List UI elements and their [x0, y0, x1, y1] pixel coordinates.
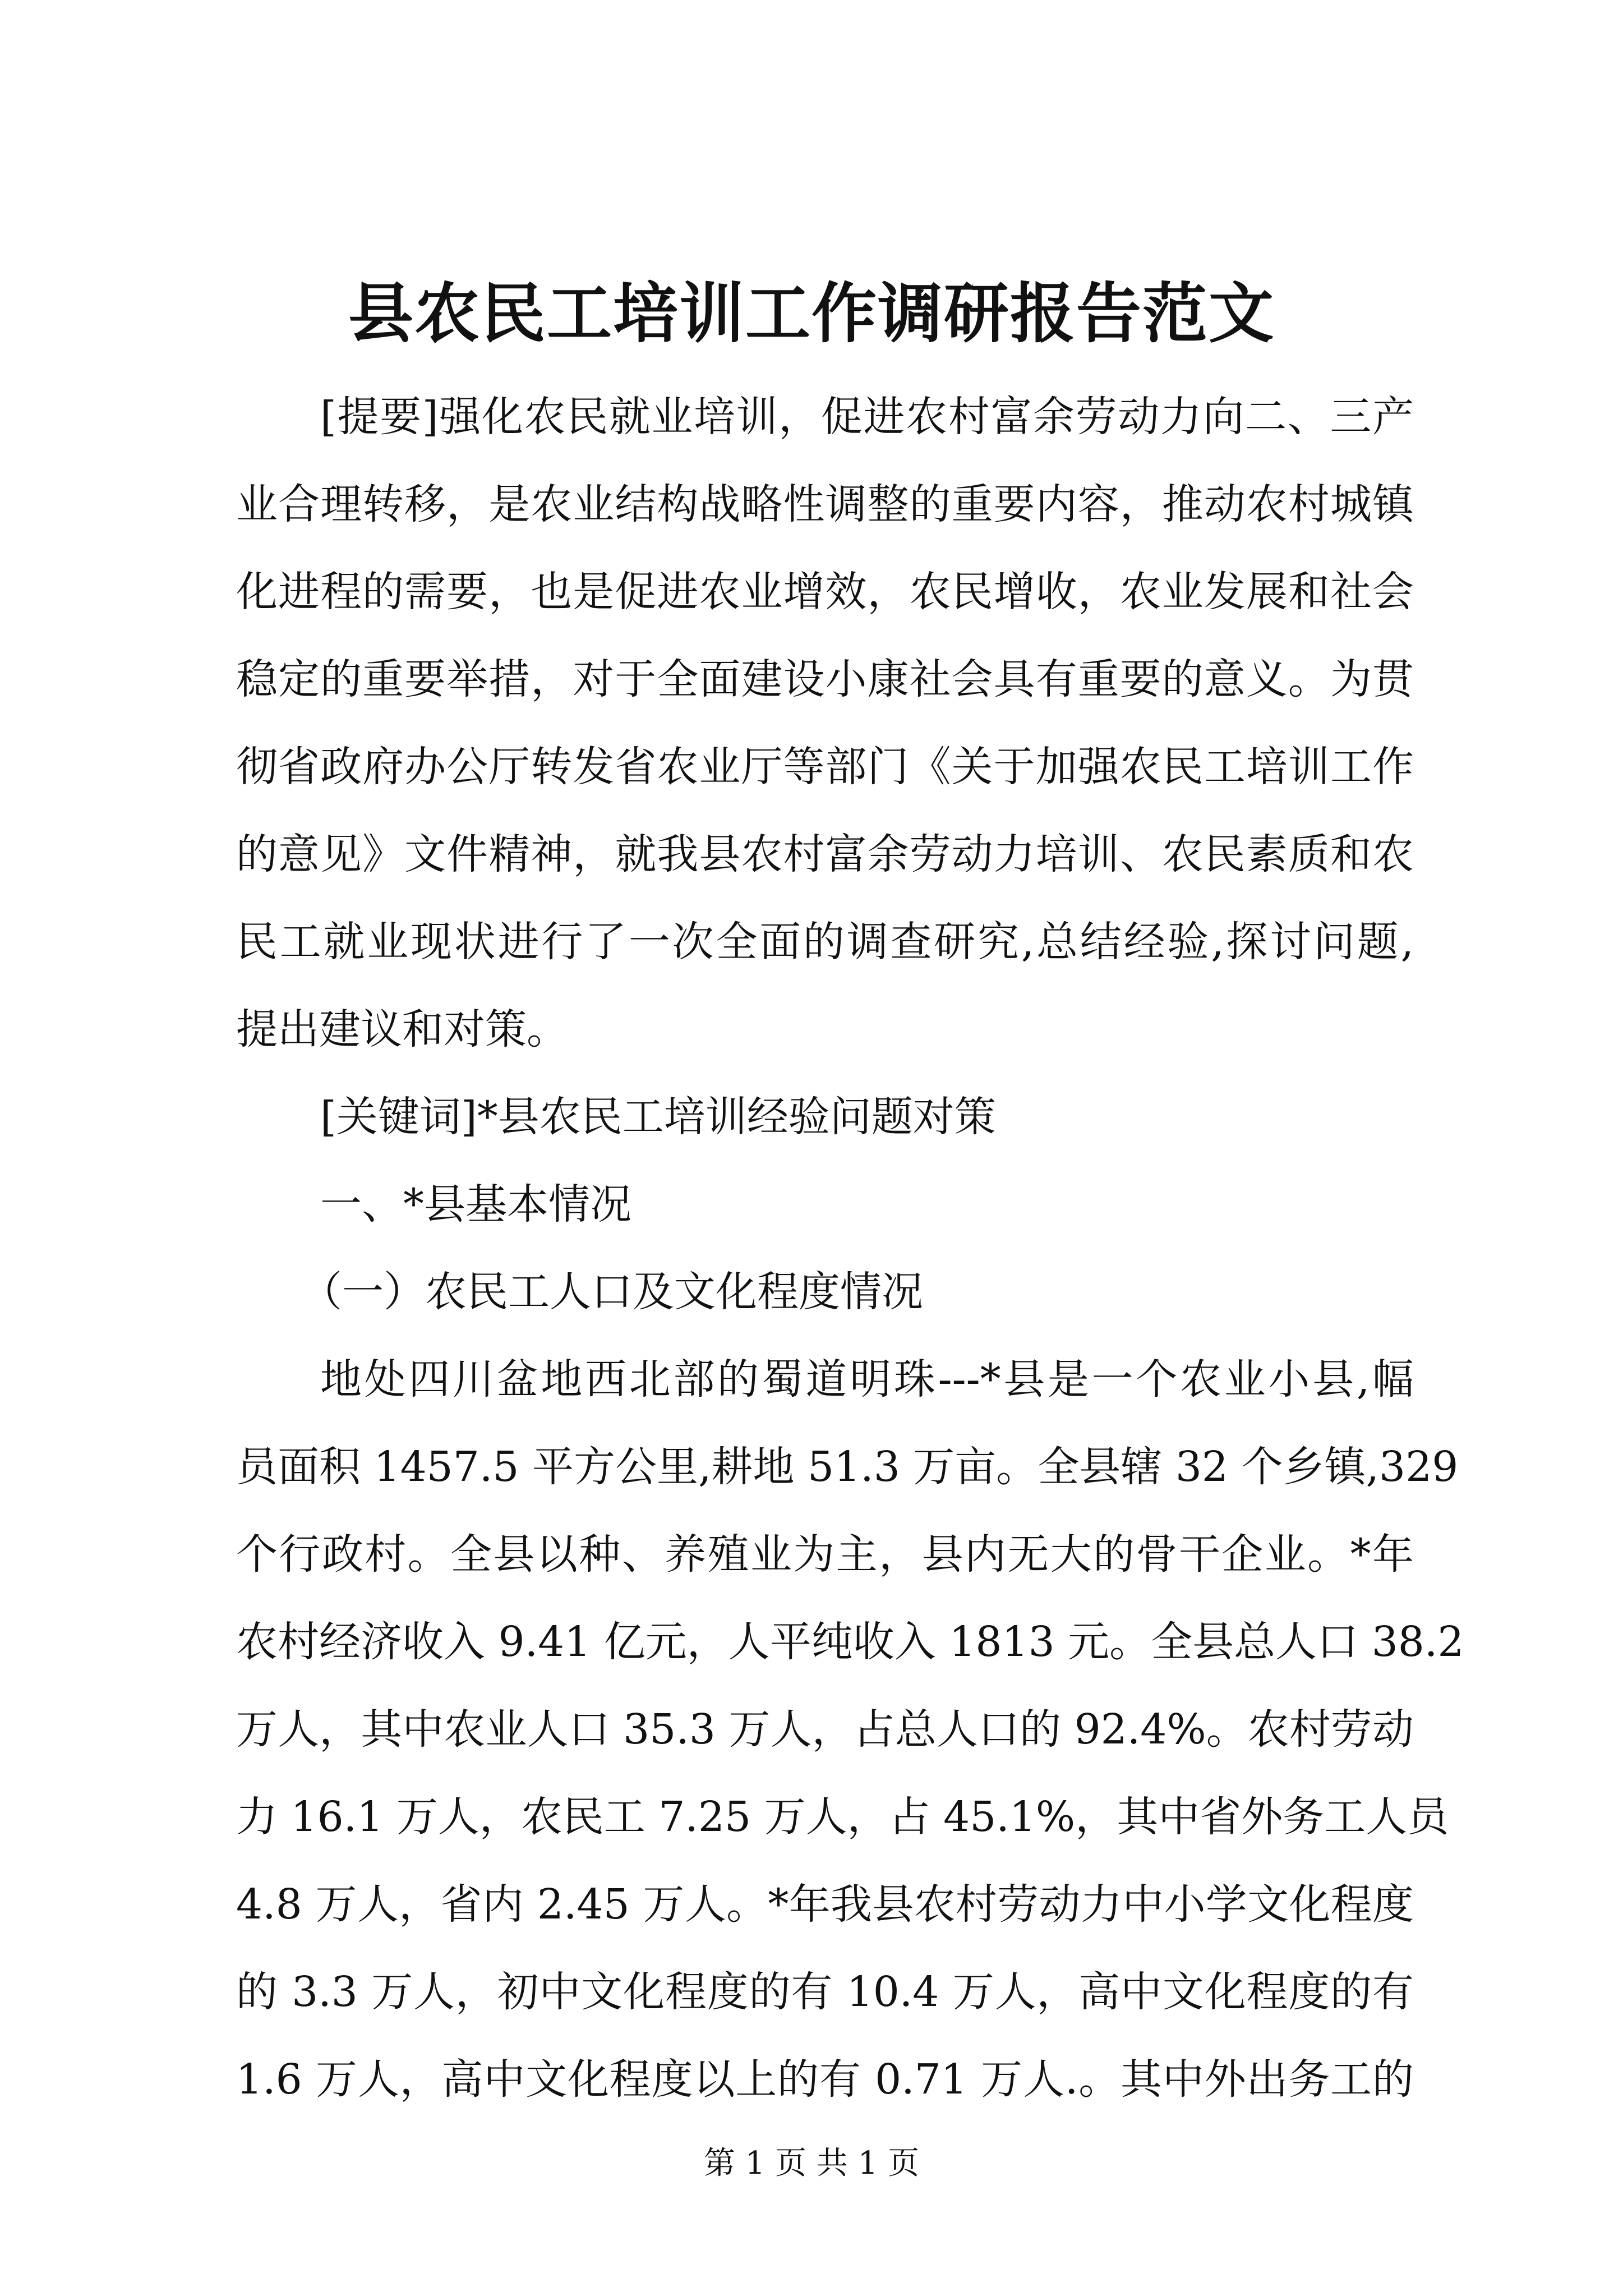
- page-footer: 第 1 页 共 1 页: [703, 2145, 920, 2182]
- section-heading: 一、*县基本情况: [320, 1180, 631, 1228]
- paragraph-line: 稳定的重要举措，对于全面建设小康社会具有重要的意义。为贯: [236, 655, 1414, 703]
- paragraph-line: 员面积 1457.5 平方公里,耕地 51.3 万亩。全县辖 32 个乡镇,329: [236, 1443, 1459, 1491]
- paragraph-line: 1.6 万人，高中文化程度以上的有 0.71 万人.。其中外出务工的: [236, 2055, 1414, 2104]
- paragraph-line: 业合理转移，是农业结构战略性调整的重要内容，推动农村城镇: [236, 480, 1414, 528]
- paragraph-line: 彻省政府办公厅转发省农业厅等部门《关于加强农民工培训工作: [236, 743, 1414, 791]
- paragraph-line: [提要]强化农民就业培训，促进农村富余劳动力向二、三产: [320, 393, 1414, 441]
- paragraph-line: 万人，其中农业人口 35.3 万人，占总人口的 92.4%。农村劳动: [236, 1705, 1414, 1754]
- document-body: [236, 373, 1464, 2123]
- document-title: 县农民工培训工作调研报告范文: [348, 276, 1275, 352]
- paragraph-line: 提出建议和对策。: [236, 1005, 568, 1053]
- subsection-heading: （一）农民工人口及文化程度情况: [301, 1268, 923, 1316]
- paragraph-line: 个行政村。全县以种、养殖业为主，县内无大的骨干企业。*年: [236, 1530, 1414, 1579]
- paragraph-line: 化进程的需要，也是促进农业增效，农民增收，农业发展和社会: [236, 568, 1414, 616]
- keywords-line: [关键词]*县农民工培训经验问题对策: [320, 1093, 996, 1141]
- paragraph-line: 力 16.1 万人，农民工 7.25 万人，占 45.1%，其中省外务工人员: [236, 1793, 1449, 1841]
- paragraph-line: 地处四川盆地西北部的蜀道明珠---*县是一个农业小县,幅: [320, 1355, 1414, 1404]
- paragraph-line: 的意见》文件精神，就我县农村富余劳动力培训、农民素质和农: [236, 830, 1414, 878]
- paragraph-line: 民工就业现状进行了一次全面的调查研究,总结经验,探讨问题,: [236, 918, 1414, 966]
- paragraph-line: 的 3.3 万人，初中文化程度的有 10.4 万人，高中文化程度的有: [236, 1968, 1414, 2016]
- paragraph-line: 4.8 万人，省内 2.45 万人。*年我县农村劳动力中小学文化程度: [236, 1880, 1414, 1929]
- paragraph-line: 农村经济收入 9.41 亿元，人平纯收入 1813 元。全县总人口 38.2: [236, 1618, 1464, 1666]
